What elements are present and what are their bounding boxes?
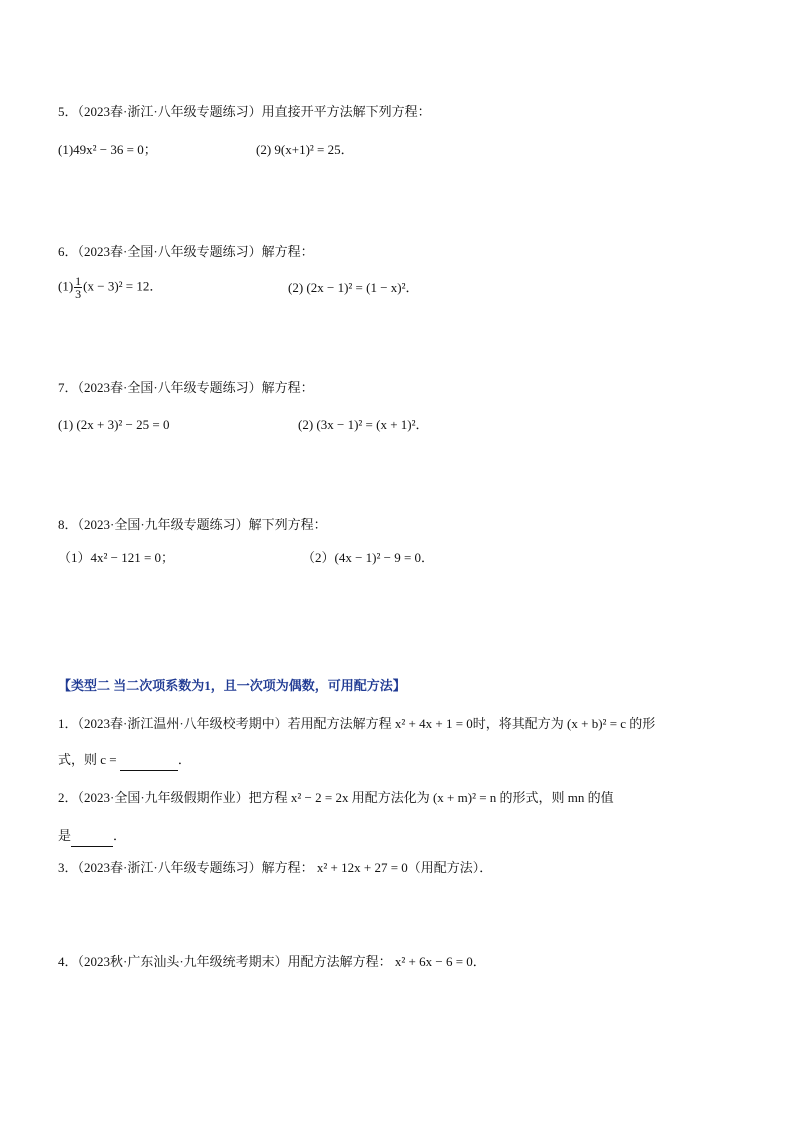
- fraction-numerator: 1: [75, 274, 82, 288]
- part2-question-1-line-1: 1．（2023春·浙江温州·八年级校考期中）若用配方法解方程 x² + 4x + 1 = 0时，将其配方为 (x + b)² = c 的形: [58, 716, 656, 731]
- question-6-part-2: (2) (2x − 1)² = (1 − x)²．: [288, 280, 419, 295]
- part2-question-4: 4．（2023秋·广东汕头·九年级统考期末）用配方法解方程： x² + 6x − 6 = 0．: [58, 954, 486, 969]
- answer-prefix: 是: [58, 828, 72, 843]
- answer-suffix: ．: [113, 828, 127, 843]
- answer-blank[interactable]: [71, 826, 113, 847]
- question-8-part-1: （1）4x² − 121 = 0；: [58, 550, 175, 565]
- question-8-intro: 8．（2023·全国·九年级专题练习）解下列方程：: [58, 517, 327, 532]
- part2-question-1-line-2: [58, 750, 191, 771]
- part2-question-3: 3．（2023春·浙江·八年级专题练习）解方程： x² + 12x + 27 = 0（用配方法）．: [58, 860, 493, 875]
- fraction: [74, 275, 82, 300]
- part2-question-2-line-1: 2．（2023·全国·九年级假期作业）把方程 x² − 2 = 2x 用配方法化为 (x + m)² = n 的形式，则 mn 的值: [58, 790, 614, 805]
- part2-question-2-line-2: [58, 826, 126, 847]
- answer-suffix: ．: [177, 752, 191, 767]
- answer-blank[interactable]: [120, 750, 178, 771]
- question-5-intro: 5．（2023春·浙江·八年级专题练习）用直接开平方法解下列方程：: [58, 104, 431, 119]
- question-7-part-2: (2) (3x − 1)² = (x + 1)²．: [298, 417, 429, 432]
- answer-prefix: 式，则 c =: [58, 752, 120, 767]
- question-6-part-1: [58, 275, 162, 300]
- question-7-intro: 7．（2023春·全国·八年级专题练习）解方程：: [58, 380, 314, 395]
- question-5-part-2: (2) 9(x+1)² = 25．: [256, 142, 354, 157]
- question-6-part-1-rest: (x − 3)² = 12．: [83, 278, 163, 294]
- fraction-denominator: 3: [75, 287, 82, 301]
- question-6-part-1-prefix: (1): [58, 278, 74, 294]
- question-6-intro: 6．（2023春·全国·八年级专题练习）解方程：: [58, 244, 314, 259]
- question-8-part-2: （2）(4x − 1)² − 9 = 0．: [302, 550, 435, 565]
- question-7-part-1: (1) (2x + 3)² − 25 = 0: [58, 417, 170, 432]
- section-title: 【类型二 当二次项系数为1，且一次项为偶数，可用配方法】: [58, 678, 406, 693]
- question-5-part-1: (1)49x² − 36 = 0；: [58, 142, 157, 157]
